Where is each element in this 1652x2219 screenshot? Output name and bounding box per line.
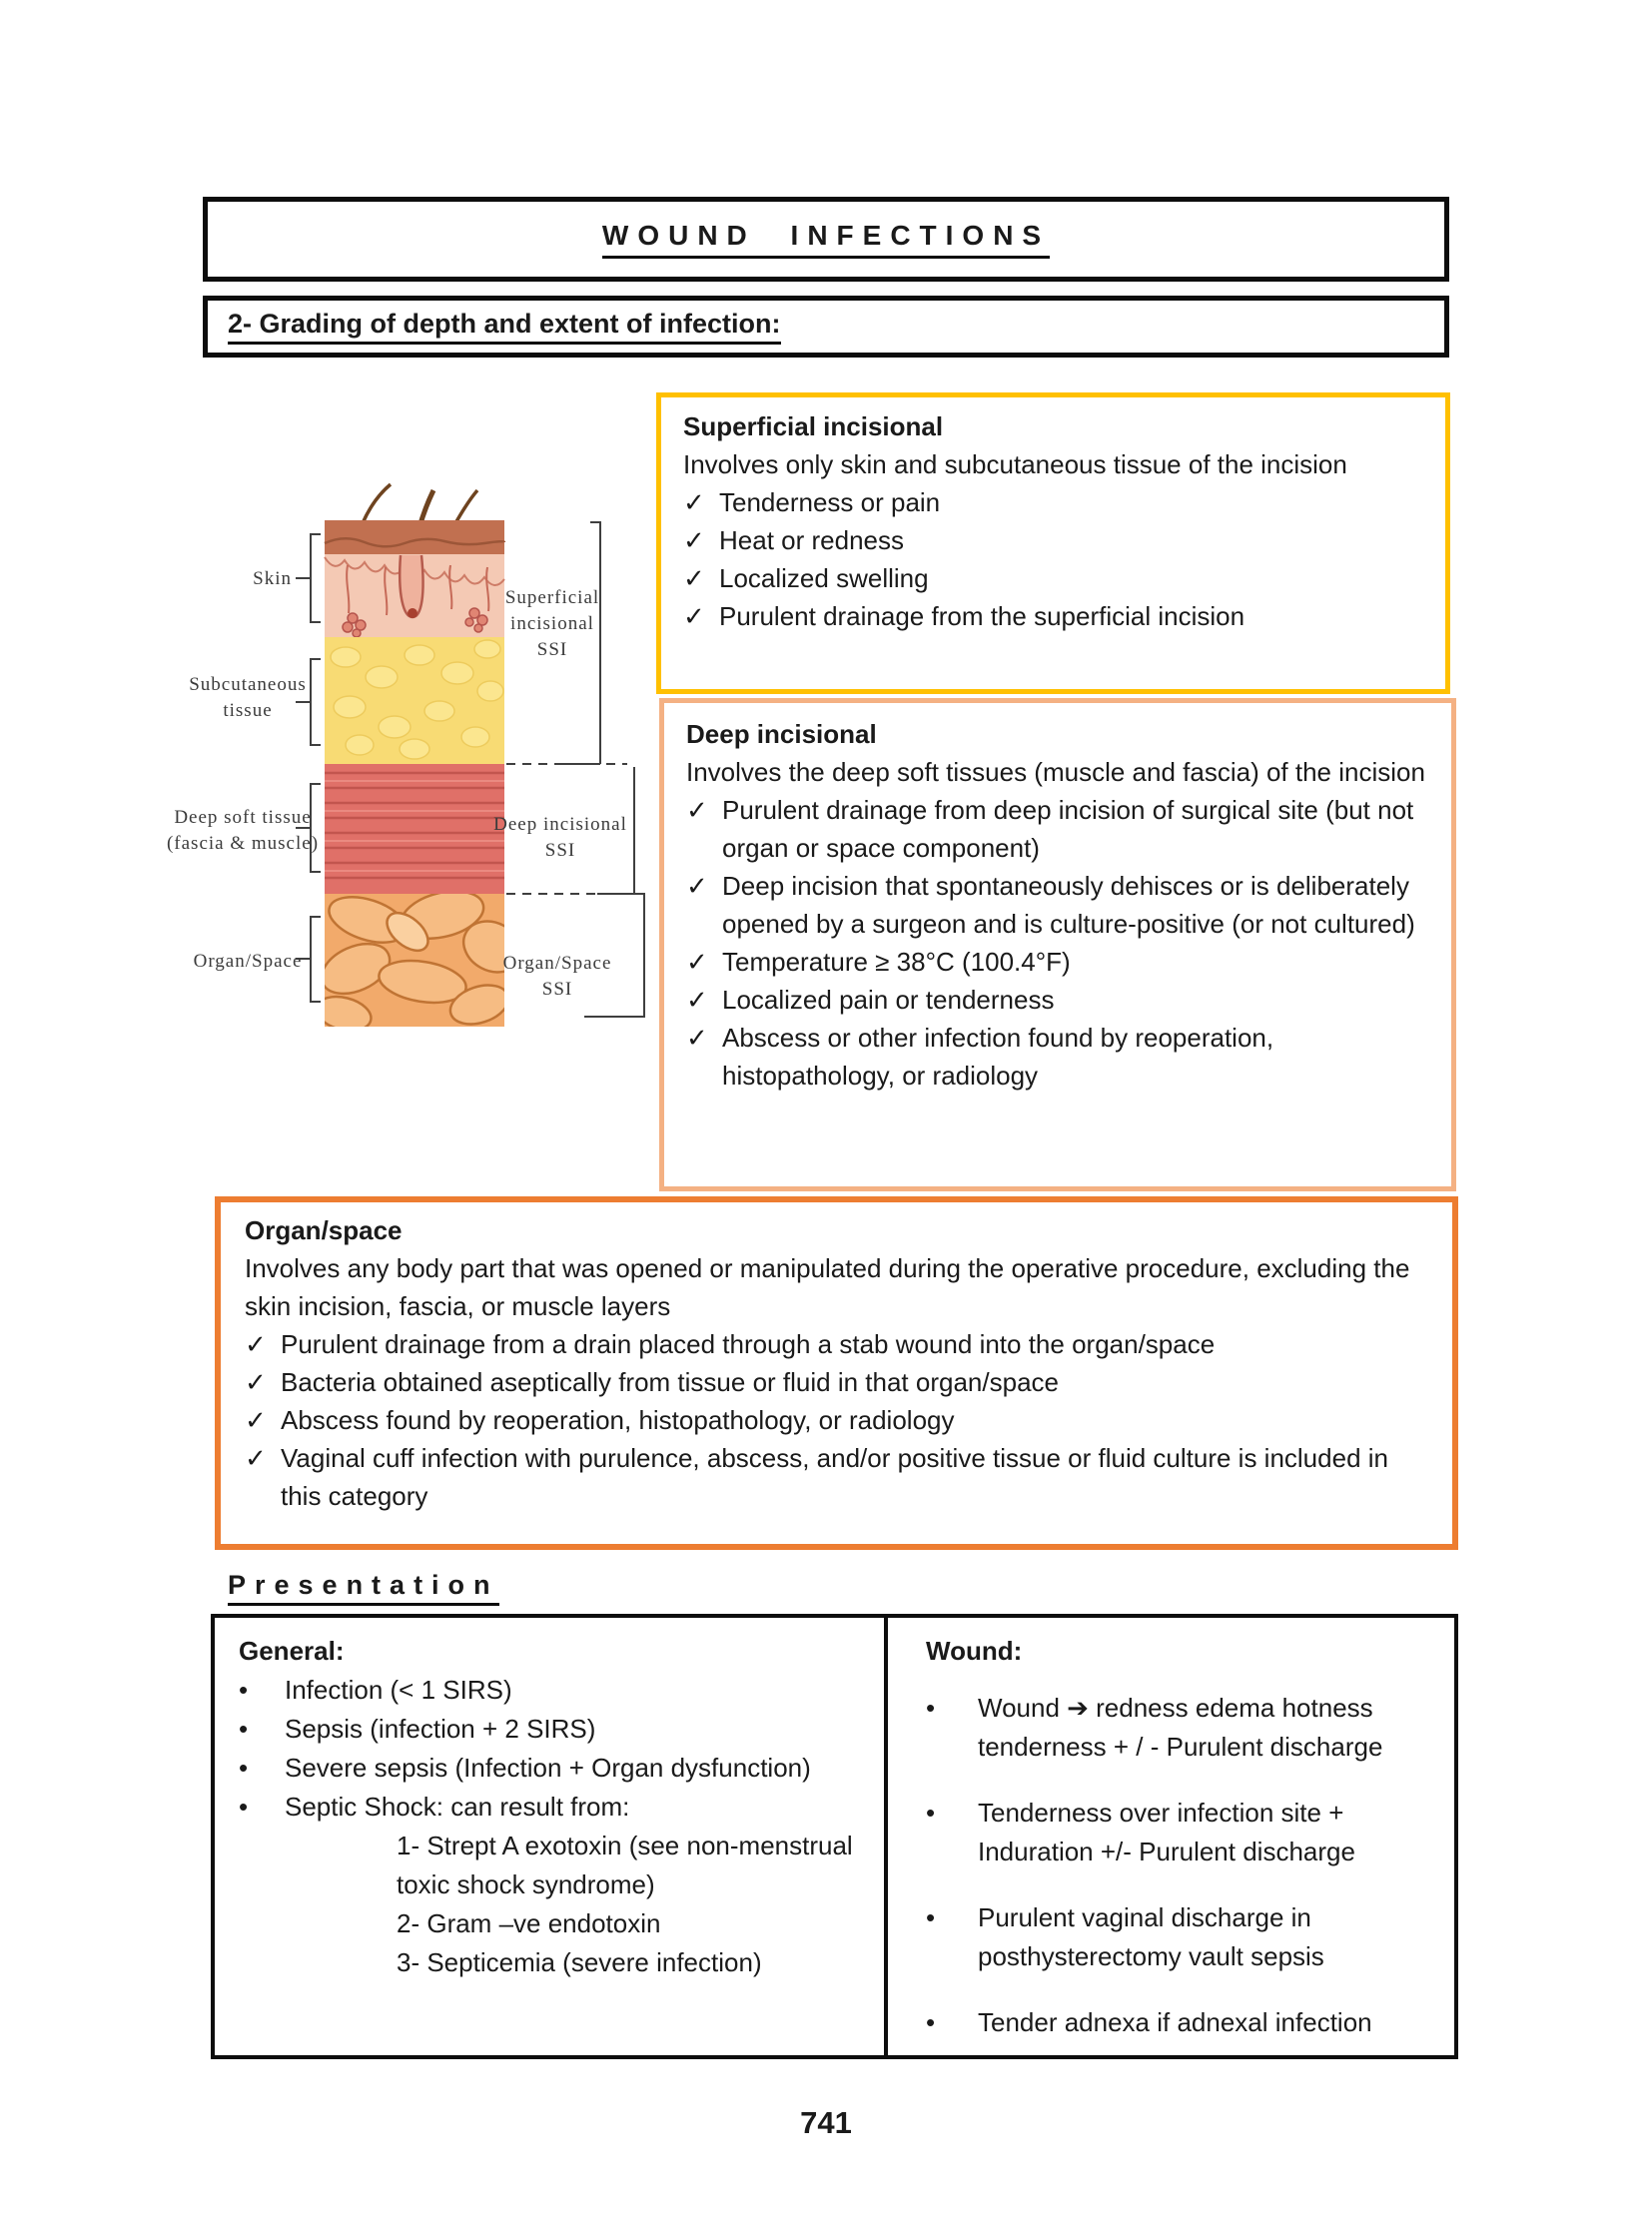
list-item: ✓ Purulent drainage from the superficial incision bbox=[683, 597, 1423, 635]
muscle-layer bbox=[325, 764, 504, 894]
check-icon: ✓ bbox=[686, 985, 708, 1015]
label-deep-soft-tissue-2: (fascia & muscle) bbox=[166, 833, 320, 854]
label-organ-ssi-1: Organ/Space bbox=[502, 953, 612, 974]
check-icon: ✓ bbox=[245, 1367, 267, 1397]
wound-column bbox=[888, 1618, 1454, 2055]
check-icon: ✓ bbox=[683, 487, 705, 517]
check-icon: ✓ bbox=[683, 601, 705, 631]
page-number: 741 bbox=[800, 2105, 852, 2140]
bullet-icon: • bbox=[926, 1693, 936, 1723]
bullet-icon: • bbox=[926, 1798, 936, 1828]
skin-layers-diagram bbox=[158, 477, 657, 1057]
list-item: • Infection (< 1 SIRS) bbox=[239, 1671, 866, 1710]
label-subcutaneous-2: tissue bbox=[223, 700, 273, 721]
check-icon: ✓ bbox=[245, 1329, 267, 1359]
general-column bbox=[215, 1618, 888, 2055]
section-heading: 2- Grading of depth and extent of infection: bbox=[228, 309, 781, 345]
list-item: • Septic Shock: can result from: bbox=[239, 1788, 866, 1827]
check-icon: ✓ bbox=[686, 947, 708, 977]
check-icon: ✓ bbox=[686, 871, 708, 901]
bullet-icon: • bbox=[239, 1714, 249, 1744]
list-item: • Sepsis (infection + 2 SIRS) bbox=[239, 1710, 866, 1749]
check-icon: ✓ bbox=[245, 1405, 267, 1435]
general-title: General: bbox=[239, 1636, 345, 1666]
list-item: ✓ Localized swelling bbox=[683, 559, 1423, 597]
wound-title: Wound: bbox=[926, 1636, 1023, 1666]
label-superficial-ssi-3: SSI bbox=[536, 639, 568, 660]
skin-layer bbox=[325, 520, 504, 637]
bullet-icon: • bbox=[926, 2007, 936, 2037]
list-item: ✓ Purulent drainage from a drain placed through a stab wound into the organ/space bbox=[245, 1325, 1428, 1363]
list-subitem: 3- Septicemia (severe infection) bbox=[397, 1947, 762, 1977]
label-skin: Skin bbox=[253, 568, 292, 589]
list-item: ✓ Abscess or other infection found by reoperation, histopathology, or radiology bbox=[686, 1019, 1429, 1095]
list-subitem: 1- Strept A exotoxin (see non-menstrual toxic shock syndrome) bbox=[397, 1831, 853, 1899]
label-superficial-ssi-2: incisional bbox=[510, 613, 594, 634]
list-item: ✓ Purulent drainage from deep incision of surgical site (but not organ or space component) bbox=[686, 791, 1429, 867]
presentation-heading: Presentation bbox=[228, 1570, 499, 1601]
list-item: ✓ Vaginal cuff infection with purulence, abscess, and/or positive tissue or fluid culture is included in this category bbox=[245, 1439, 1428, 1515]
section-heading-box bbox=[203, 296, 1449, 358]
list-subitem: 2- Gram –ve endotoxin bbox=[397, 1908, 661, 1938]
subcutaneous-layer bbox=[325, 637, 504, 764]
check-icon: ✓ bbox=[686, 795, 708, 825]
list-item: ✓ Localized pain or tenderness bbox=[686, 981, 1429, 1019]
list-item: • Severe sepsis (Infection + Organ dysfunction) bbox=[239, 1749, 866, 1788]
bullet-icon: • bbox=[239, 1792, 249, 1822]
box-intro: Involves the deep soft tissues (muscle and fascia) of the incision bbox=[686, 757, 1425, 787]
label-deep-ssi-2: SSI bbox=[544, 840, 576, 861]
check-icon: ✓ bbox=[245, 1443, 267, 1473]
list-item: ✓ Tenderness or pain bbox=[683, 483, 1423, 521]
list-item: • Wound ➔ redness edema hotness tenderness + / - Purulent discharge bbox=[926, 1689, 1434, 1767]
label-organ-space: Organ/Space bbox=[193, 951, 303, 972]
list-item: • Tenderness over infection site + Induration +/- Purulent discharge bbox=[926, 1794, 1434, 1871]
list-item: ✓ Deep incision that spontaneously dehisces or is deliberately opened by a surgeon and is culture-positive (or not cultured) bbox=[686, 867, 1429, 943]
box-intro: Involves any body part that was opened or manipulated during the operative procedure, excluding the skin incision, fascia, or muscle layers bbox=[245, 1253, 1410, 1321]
label-superficial-ssi-1: Superficial bbox=[504, 587, 600, 608]
organ-layer bbox=[313, 883, 530, 1036]
title-box bbox=[203, 197, 1449, 282]
box-title: Organ/space bbox=[245, 1215, 403, 1245]
check-icon: ✓ bbox=[683, 563, 705, 593]
bullet-icon: • bbox=[239, 1675, 249, 1705]
page-title: WOUND INFECTIONS bbox=[602, 220, 1050, 259]
list-item: • Purulent vaginal discharge in posthysterectomy vault sepsis bbox=[926, 1898, 1434, 1976]
box-title: Deep incisional bbox=[686, 719, 877, 749]
label-organ-ssi-2: SSI bbox=[541, 979, 573, 1000]
bullet-icon: • bbox=[239, 1753, 249, 1783]
list-item: ✓ Bacteria obtained aseptically from tissue or fluid in that organ/space bbox=[245, 1363, 1428, 1401]
box-intro: Involves only skin and subcutaneous tissue of the incision bbox=[683, 449, 1347, 479]
list-item: ✓ Heat or redness bbox=[683, 521, 1423, 559]
list-item: ✓ Abscess found by reoperation, histopathology, or radiology bbox=[245, 1401, 1428, 1439]
label-subcutaneous-1: Subcutaneous bbox=[189, 674, 307, 695]
box-title: Superficial incisional bbox=[683, 411, 944, 441]
list-item: ✓ Temperature ≥ 38°C (100.4°F) bbox=[686, 943, 1429, 981]
bullet-icon: • bbox=[926, 1902, 936, 1932]
layer-brackets bbox=[296, 534, 321, 1002]
list-item: • Tender adnexa if adnexal infection bbox=[926, 2003, 1434, 2042]
label-deep-soft-tissue-1: Deep soft tissue bbox=[174, 807, 312, 828]
deep-incisional-box bbox=[659, 698, 1456, 1191]
organ-space-box bbox=[215, 1196, 1458, 1550]
presentation-table bbox=[211, 1614, 1458, 2059]
label-deep-ssi-1: Deep incisional bbox=[493, 814, 627, 835]
superficial-incisional-box bbox=[656, 392, 1450, 694]
check-icon: ✓ bbox=[686, 1023, 708, 1053]
check-icon: ✓ bbox=[683, 525, 705, 555]
